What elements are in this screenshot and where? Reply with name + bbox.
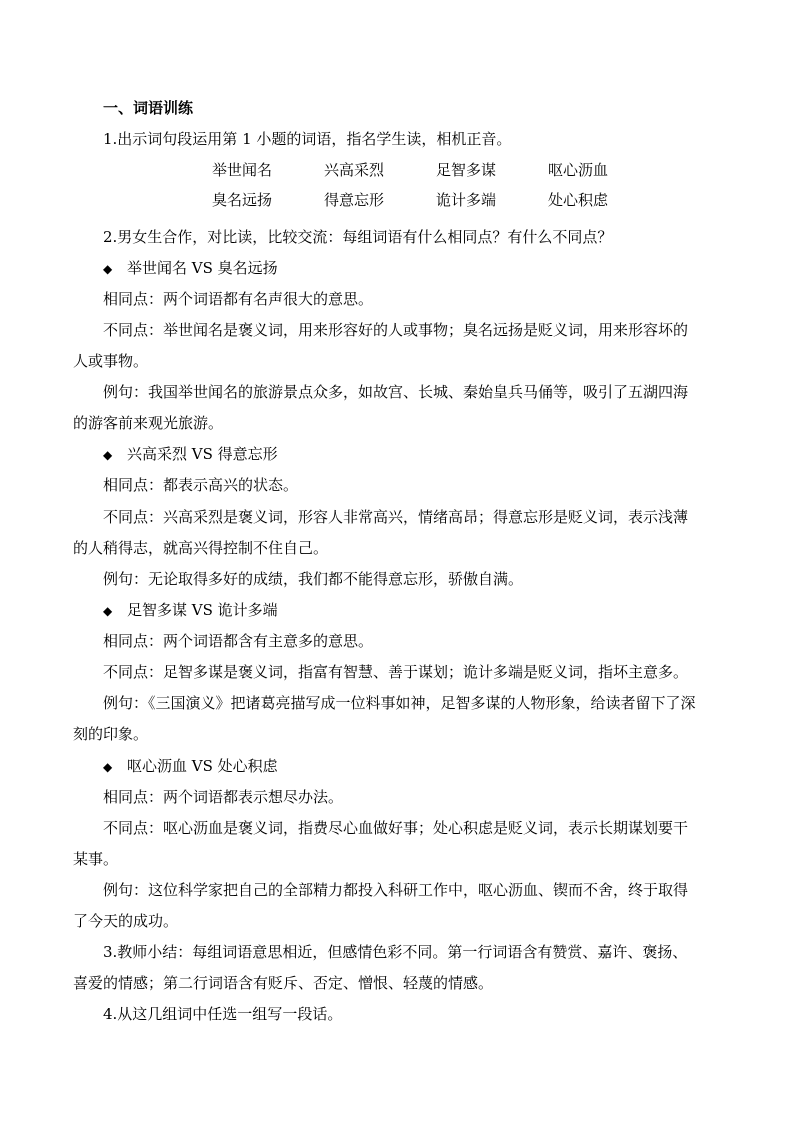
group-4-title: 呕心沥血 VS 处心积虑 bbox=[127, 757, 278, 775]
group-1-diff-1: 不同点：举世闻名是褒义词，用来形容好的人或事物；臭名远扬是贬义词，用来形容坏的 bbox=[103, 321, 689, 339]
group-3-diff-1: 不同点：足智多谋是褒义词，指富有智慧、善于谋划；诡计多端是贬义词，指坏主意多。 bbox=[103, 663, 689, 681]
step-3-line-1: 3.教师小结：每组词语意思相近，但感情色彩不同。第一行词语含有赞赏、嘉许、褒扬、 bbox=[103, 943, 688, 961]
group-2-example-1: 例句：无论取得多好的成绩，我们都不能得意忘形，骄傲自满。 bbox=[103, 570, 524, 588]
word-row1-3: 足智多谋 bbox=[436, 161, 497, 179]
group-1-example-2: 的游客前来观光旅游。 bbox=[73, 414, 224, 432]
group-3-heading bbox=[103, 600, 278, 621]
group-1-diff-2: 人或事物。 bbox=[73, 352, 149, 370]
word-row1-4: 呕心沥血 bbox=[548, 161, 609, 179]
group-2-same: 相同点：都表示高兴的状态。 bbox=[103, 476, 299, 494]
word-row2-4: 处心积虑 bbox=[548, 191, 609, 209]
group-1-example-1: 例句：我国举世闻名的旅游景点众多，如故宫、长城、秦始皇兵马俑等，吸引了五湖四海 bbox=[103, 383, 689, 401]
step-4: 4.从这几组词中任选一组写一段话。 bbox=[103, 1005, 343, 1023]
section-title: 一、词语训练 bbox=[103, 99, 194, 117]
word-row2-2: 得意忘形 bbox=[324, 191, 385, 209]
word-row2-3: 诡计多端 bbox=[436, 191, 497, 209]
group-4-example-1: 例句：这位科学家把自己的全部精力都投入科研工作中，呕心沥血、锲而不舍，终于取得 bbox=[103, 881, 689, 899]
group-1-same: 相同点：两个词语都有名声很大的意思。 bbox=[103, 290, 374, 308]
group-3-example-1: 例句：《三国演义》把诸葛亮描写成一位料事如神，足智多谋的人物形象，给读者留下了深 bbox=[103, 694, 696, 712]
group-4-diff-2: 某事。 bbox=[73, 850, 119, 868]
group-2-title: 兴高采烈 VS 得意忘形 bbox=[127, 445, 278, 463]
step-1: 1.出示词句段运用第 1 小题的词语，指名学生读，相机正音。 bbox=[103, 130, 512, 148]
step-3-line-2: 喜爱的情感；第二行词语含有贬斥、否定、憎恨、轻蔑的情感。 bbox=[73, 974, 494, 992]
bullet-diamond-icon: ◆ bbox=[103, 262, 113, 276]
word-row1-1: 举世闻名 bbox=[212, 161, 273, 179]
group-4-heading bbox=[103, 756, 278, 777]
group-4-diff-1: 不同点：呕心沥血是褒义词，指费尽心血做好事；处心积虑是贬义词，表示长期谋划要干 bbox=[103, 819, 689, 837]
bullet-diamond-icon: ◆ bbox=[103, 604, 113, 618]
group-3-title: 足智多谋 VS 诡计多端 bbox=[127, 601, 278, 619]
group-2-heading bbox=[103, 444, 278, 465]
group-2-diff-2: 的人稍得志，就高兴得控制不住自己。 bbox=[73, 539, 329, 557]
bullet-diamond-icon: ◆ bbox=[103, 448, 113, 462]
group-4-example-2: 了今天的成功。 bbox=[73, 912, 179, 930]
word-row1-2: 兴高采烈 bbox=[324, 161, 385, 179]
group-3-same: 相同点：两个词语都含有主意多的意思。 bbox=[103, 632, 374, 650]
step-2: 2.男女生合作，对比读，比较交流：每组词语有什么相同点？有什么不同点？ bbox=[103, 228, 613, 246]
group-2-diff-1: 不同点：兴高采烈是褒义词，形容人非常高兴，情绪高昂；得意忘形是贬义词，表示浅薄 bbox=[103, 508, 689, 526]
group-1-title: 举世闻名 VS 臭名远扬 bbox=[127, 259, 278, 277]
group-4-same: 相同点：两个词语都表示想尽办法。 bbox=[103, 788, 344, 806]
bullet-diamond-icon: ◆ bbox=[103, 760, 113, 774]
group-1-heading bbox=[103, 258, 278, 279]
group-3-example-2: 刻的印象。 bbox=[73, 725, 149, 743]
word-row2-1: 臭名远扬 bbox=[212, 191, 273, 209]
